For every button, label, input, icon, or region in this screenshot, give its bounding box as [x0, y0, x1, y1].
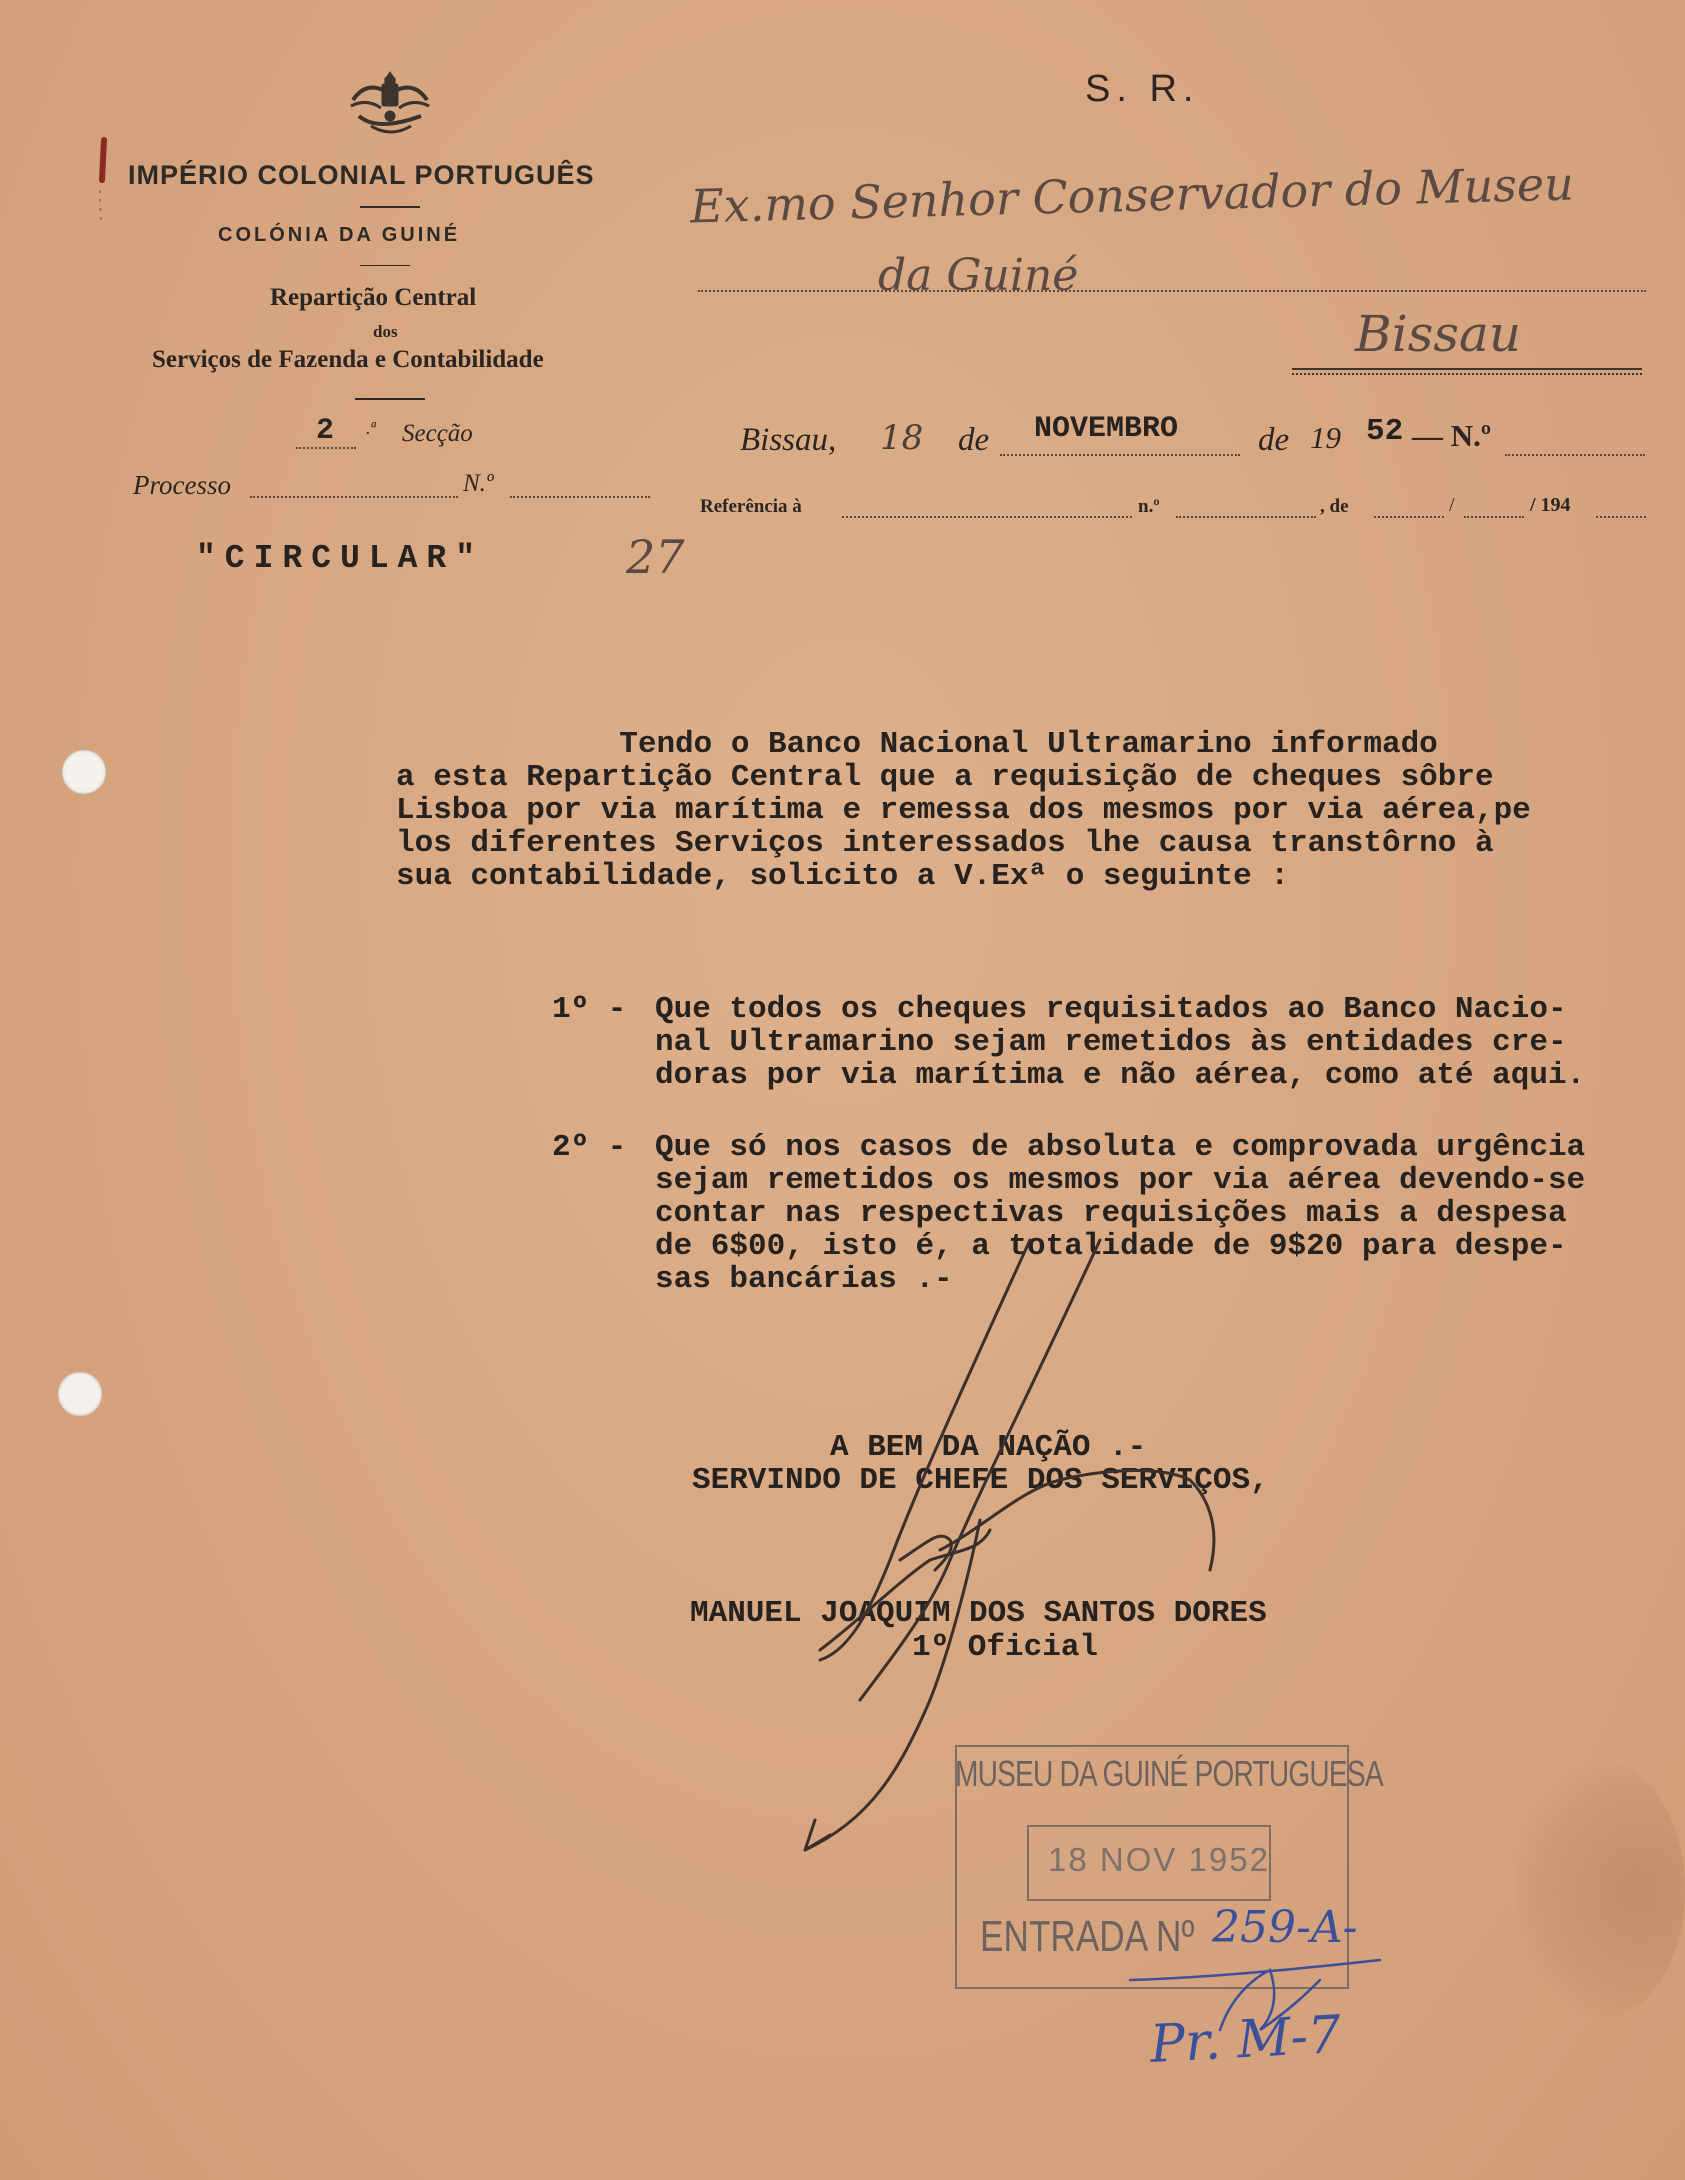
department-line-2: dos	[373, 322, 398, 341]
section-number: 2	[316, 414, 335, 448]
empire-title: IMPÉRIO COLONIAL PORTUGUÊS	[128, 160, 595, 190]
addressee-line-3: Bissau	[1355, 305, 1522, 363]
body-paragraph-1: Tendo o Banco Nacional Ultramarino informado a esta Repartição Central que a requisição de cheques sôbre Lisboa por via marítima e remessa dos mesmos por via aérea,pe los diferentes Serviços interessados lhe causa transtôrno à sua contabilidade, solicito a V.Exª o seguinte :	[396, 727, 1531, 894]
processo-number-dotline	[510, 496, 650, 498]
date-place: Bissau,	[740, 422, 837, 458]
red-pencil-mark	[92, 135, 116, 235]
date-day: 18	[880, 418, 924, 458]
item-1-marker: 1º -	[552, 992, 627, 1027]
processo-number-label: N.º	[463, 470, 494, 497]
reference-number-dotline	[1176, 516, 1316, 518]
department-line-1: Repartição Central	[270, 284, 477, 311]
item-2-text: Que só nos casos de absoluta e comprovada urgência sejam remetidos os mesmos por via aérea devendo-se contar nas respectivas requisições mais a despesa de 6$00, isto é, a totalidade de 9$20 para despe- sas bancárias .-	[655, 1130, 1586, 1297]
blue-ink-annotation: Pr. M-7	[1148, 2005, 1343, 2075]
item-2-marker: 2º -	[552, 1130, 627, 1165]
reference-label: Referência à	[700, 496, 802, 517]
closing-role: SERVINDO DE CHEFE DOS SERVIÇOS,	[692, 1463, 1269, 1498]
addressee-line-2: da Guiné	[878, 250, 1079, 301]
circular-number: 27	[626, 530, 685, 584]
circular-label: "CIRCULAR"	[196, 540, 485, 577]
date-de-2: de	[1258, 422, 1290, 458]
reference-year-dotline	[1596, 516, 1646, 518]
reference-number-label: n.º	[1138, 496, 1160, 517]
department-line-3: Serviços de Fazenda e Contabilidade	[152, 346, 544, 373]
reference-month-dotline	[1464, 516, 1524, 518]
date-de: de	[958, 422, 990, 458]
blue-ink-scribble	[1120, 1940, 1420, 2040]
reference-dotline	[842, 516, 1132, 518]
item-1-text: Que todos os cheques requisitados ao Banco Nacio- nal Ultramarino sejam remetidos às entidades cre- doras por via marítima e não aérea, como até aqui.	[655, 992, 1586, 1093]
addressee-dotline	[698, 290, 1646, 292]
divider	[355, 398, 425, 400]
reference-year-label: / 194	[1530, 494, 1571, 516]
city-underline	[1292, 368, 1642, 375]
punch-hole-bottom	[58, 1372, 102, 1416]
reference-day-dotline	[1374, 516, 1444, 518]
signatory-name: MANUEL JOAQUIM DOS SANTOS DORES	[690, 1596, 1267, 1631]
sr-label: S. R.	[1085, 68, 1200, 110]
processo-label: Processo	[133, 470, 231, 500]
reference-date-label: , de	[1320, 496, 1349, 517]
signatory-title: 1º Oficial	[912, 1630, 1099, 1665]
date-year-prefix: 19	[1310, 420, 1341, 455]
stamp-header: MUSEU DA GUINÉ PORTUGUESA	[955, 1753, 1383, 1794]
processo-dotline	[250, 496, 458, 498]
colony-title: COLÓNIA DA GUINÉ	[218, 224, 461, 246]
number-label: — N.º	[1412, 418, 1492, 453]
stamp-entrada-number: 259-A-	[1212, 1902, 1358, 1953]
date-year-suffix: 52	[1366, 414, 1404, 449]
stamp-date: 18 NOV 1952	[1048, 1841, 1270, 1878]
coat-of-arms-icon	[345, 70, 435, 140]
punch-hole-top	[62, 750, 106, 794]
divider	[360, 265, 410, 266]
month-dotline	[1000, 454, 1240, 456]
section-suffix: .ª	[366, 418, 376, 438]
water-stain	[1515, 1760, 1685, 2020]
date-month: NOVEMBRO	[1034, 412, 1179, 446]
divider	[360, 206, 420, 208]
number-dotline	[1505, 454, 1645, 456]
section-label: Secção	[402, 420, 473, 447]
closing-salutation: A BEM DA NAÇÃO .-	[830, 1430, 1147, 1465]
stamp-entrada-label: ENTRADA Nº	[980, 1912, 1195, 1961]
addressee-line-1: Ex.mo Senhor Conservador do Museu	[689, 156, 1575, 234]
reference-slash: /	[1449, 494, 1455, 516]
